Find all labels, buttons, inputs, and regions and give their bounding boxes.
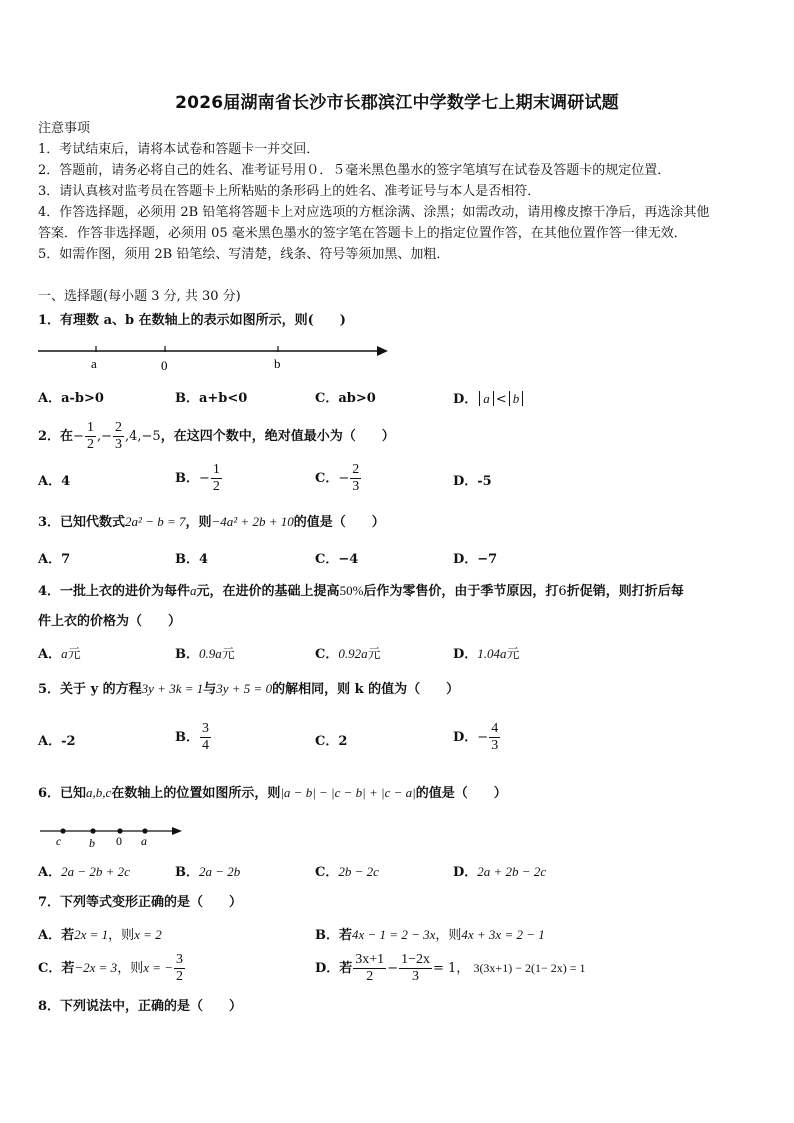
notice-item: 3．请认真核对监考员在答题卡上所粘贴的条形码上的姓名、准考证号与本人是否相符． <box>38 184 541 199</box>
option-C: C．若−2x = 3，则x = − $\frac{3}{2}$ <box>38 952 184 984</box>
option-C: C．ab>0 <box>315 391 376 406</box>
option-B: B．a+b<0 <box>175 391 248 406</box>
axis-label-b: b <box>89 836 95 850</box>
question-4-stem-line2: 件上衣的价格为（ ） <box>38 614 182 629</box>
axis-label-b: b <box>274 356 281 371</box>
option-A: A．-2 <box>38 734 76 749</box>
option-C: C．− $\frac{2}{3}$ <box>315 462 360 494</box>
option-D: D．− $\frac{4}{3}$ <box>453 721 499 753</box>
option-B: B．若4x − 1 = 2 − 3x，则4x + 3x = 2 − 1 <box>315 927 545 943</box>
option-C: C．−4 <box>315 552 359 567</box>
page-title: 2026届湖南省长沙市长郡滨江中学数学七上期末调研试题 <box>175 93 619 113</box>
axis-label-zero: 0 <box>116 834 122 848</box>
option-D: D．若 $\frac{3x+1}{2}$ − $\frac{1-2x}{3}$ = 1， 3(3x+1) − 2(1− 2x) = 1 <box>315 952 586 984</box>
notice-item: 1．考试结束后，请将本试卷和答题卡一并交回． <box>38 142 320 157</box>
question-3-stem: 3．已知代数式2a² − b = 7，则−4a² + 2b + 10的值是（ ） <box>38 514 385 530</box>
notice-item: 5．如需作图，须用 2B 铅笔绘、写清楚，线条、符号等须加黑、加粗． <box>38 247 450 262</box>
question-5-stem: 5．关于 y 的方程3y + 3k = 1与3y + 5 = 0的解相同，则 k 的值为（ ） <box>38 681 460 697</box>
option-C: C．0.92a元 <box>315 646 381 662</box>
notice-item: 答案．作答非选择题，必须用 05 毫米黑色墨水的签字笔在答题卡上的指定位置作答，在其他位置作答一律无效． <box>38 226 687 241</box>
number-line-q1 <box>36 340 396 376</box>
option-A: A．若2x = 1，则x = 2 <box>38 927 162 943</box>
notice-item: 4．作答选择题，必须用 2B 铅笔将答题卡上对应选项的方框涂满、涂黑；如需改动，请用橡皮擦干净后，再选涂其他 <box>38 205 710 220</box>
option-A: A．4 <box>38 474 71 489</box>
option-C: C．2 <box>315 734 348 749</box>
axis-label-a: a <box>91 356 97 371</box>
question-8-stem: 8．下列说法中，正确的是（ ） <box>38 999 243 1014</box>
option-C: C．2b − 2c <box>315 864 379 880</box>
option-B: B． $\frac{3}{4}$ <box>175 721 209 753</box>
section-heading: 一、选择题(每小题 3 分, 共 30 分) <box>38 289 241 304</box>
option-D: D． a < b <box>453 390 525 409</box>
question-4-stem: 4．一批上衣的进价为每件a元，在进价的基础上提高50%后作为零售价，由于季节原因，打6折促销，则打折后每 <box>38 583 684 599</box>
option-D: D．1.04a元 <box>453 646 520 662</box>
axis-label-c: c <box>56 834 62 848</box>
option-D: D．-5 <box>453 474 492 489</box>
option-A: A．7 <box>38 552 71 567</box>
option-A: A．2a − 2b + 2c <box>38 864 130 880</box>
question-1-stem: 1．有理数 a、b 在数轴上的表示如图所示，则( ) <box>38 313 346 328</box>
question-6-stem: 6．已知a,b,c在数轴上的位置如图所示，则|a − b| − |c − b| + |c − a|的值是（ ） <box>38 785 507 801</box>
option-A: A．a-b>0 <box>38 391 104 406</box>
number-line-q6 <box>36 820 186 850</box>
axis-label-a: a <box>141 834 147 848</box>
option-B: B．2a − 2b <box>175 864 241 880</box>
option-B: B．0.9a元 <box>175 646 235 662</box>
option-D: D．−7 <box>453 552 498 567</box>
axis-label-zero: 0 <box>161 358 168 373</box>
option-B: B．4 <box>175 552 209 567</box>
notice-item: 2．答题前，请务必将自己的姓名、准考证号用０．５毫米黑色墨水的签字笔填写在试卷及答题卡的规定位置． <box>38 163 671 178</box>
option-D: D．2a + 2b − 2c <box>453 864 547 880</box>
option-B: B．− $\frac{1}{2}$ <box>175 462 220 494</box>
question-2-stem: 2．在− $\frac{1}{2}$ ,− $\frac{2}{3}$ ,4,−5，在这四个数中，绝对值最小为（ ） <box>38 420 395 452</box>
question-7-stem: 7．下列等式变形正确的是（ ） <box>38 895 243 910</box>
option-A: A．a元 <box>38 646 81 662</box>
notice-heading: 注意事项 <box>38 121 91 136</box>
